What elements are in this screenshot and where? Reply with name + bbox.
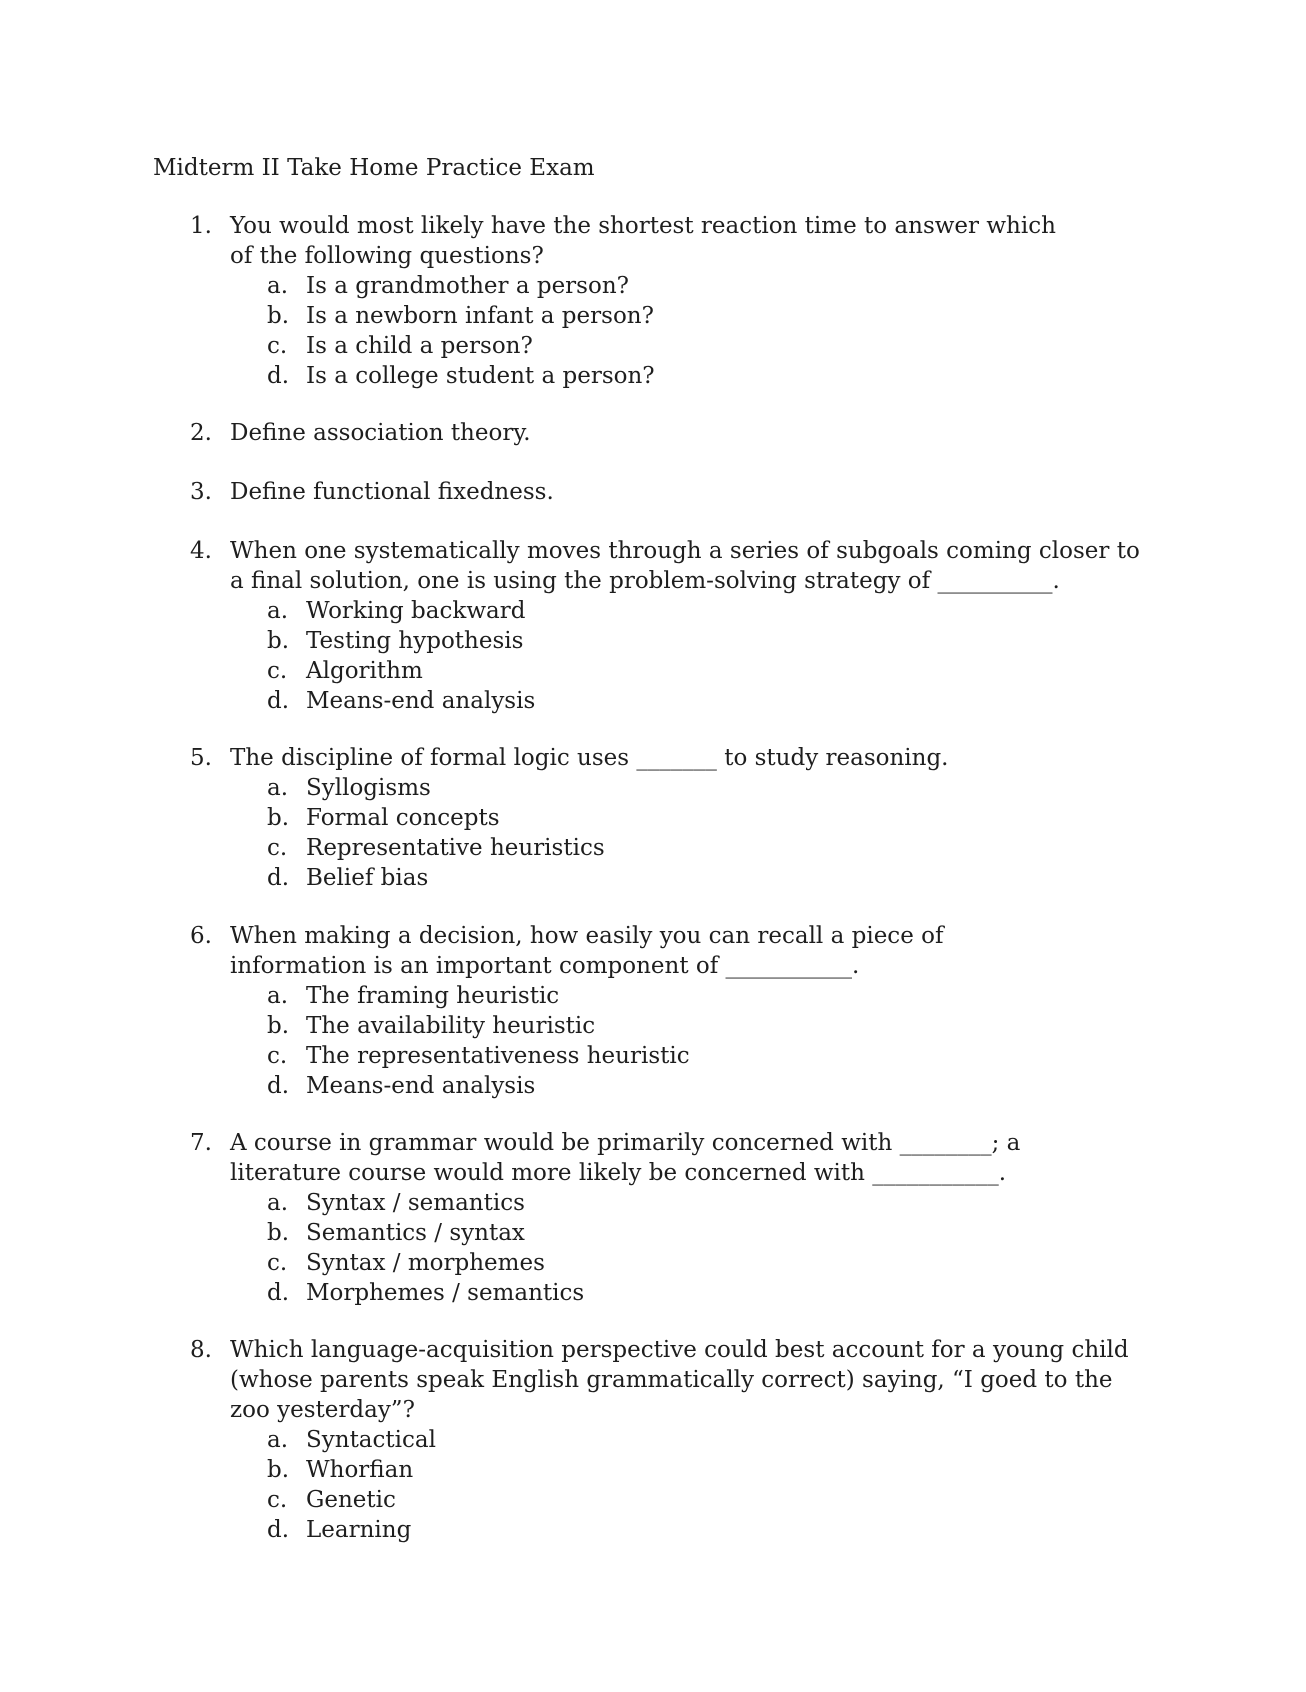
option-text: The representativeness heuristic	[306, 1043, 690, 1069]
answer-options	[190, 773, 1150, 893]
question-4	[190, 536, 1150, 716]
question-number: 5.	[190, 745, 212, 771]
answer-option	[190, 773, 1150, 803]
option-letter: c.	[267, 1043, 288, 1069]
answer-option	[190, 361, 1150, 391]
question-number: 1.	[190, 213, 212, 239]
question-number: 8.	[190, 1337, 212, 1363]
option-text: The framing heuristic	[306, 983, 560, 1009]
answer-option	[190, 686, 1150, 716]
option-text: Belief bias	[306, 865, 429, 891]
answer-option	[190, 1515, 1150, 1545]
option-letter: b.	[267, 303, 290, 329]
question-3	[190, 477, 1150, 507]
option-text: Working backward	[306, 598, 526, 624]
option-letter: a.	[267, 1427, 289, 1453]
question-number: 7.	[190, 1130, 212, 1156]
answer-option	[190, 1188, 1150, 1218]
answer-options	[190, 1425, 1150, 1545]
question-text: A course in grammar would be primarily concerned with ________; a literature course would more likely be concerned with ___________.	[230, 1130, 1028, 1186]
option-text: Syntax / semantics	[306, 1190, 525, 1216]
option-text: Means-end analysis	[306, 688, 536, 714]
option-letter: a.	[267, 983, 289, 1009]
question-number: 2.	[190, 420, 212, 446]
option-text: Learning	[306, 1517, 412, 1543]
question-8	[190, 1335, 1150, 1545]
option-text: Is a child a person?	[306, 333, 533, 359]
answer-option	[190, 331, 1150, 361]
answer-option	[190, 596, 1150, 626]
answer-options	[190, 271, 1150, 391]
question-number: 4.	[190, 538, 212, 564]
answer-option	[190, 1485, 1150, 1515]
question-5	[190, 743, 1150, 893]
option-letter: b.	[267, 628, 290, 654]
question-text: When one systematically moves through a series of subgoals coming closer to a final solution, one is using the problem-solving strategy of __________.	[230, 538, 1148, 594]
question-stem	[190, 477, 1150, 507]
option-letter: d.	[267, 363, 290, 389]
question-text: When making a decision, how easily you can recall a piece of information is an important component of ___________.	[230, 923, 951, 979]
answer-option	[190, 1278, 1150, 1308]
option-text: Syllogisms	[306, 775, 431, 801]
option-text: Testing hypothesis	[306, 628, 524, 654]
question-6	[190, 921, 1150, 1101]
option-letter: d.	[267, 688, 290, 714]
question-stem	[190, 211, 1150, 271]
option-text: Is a grandmother a person?	[306, 273, 629, 299]
option-letter: c.	[267, 835, 288, 861]
question-stem	[190, 418, 1150, 448]
option-letter: b.	[267, 1457, 290, 1483]
option-letter: a.	[267, 775, 289, 801]
option-letter: a.	[267, 598, 289, 624]
answer-options	[190, 1188, 1150, 1308]
option-text: Syntax / morphemes	[306, 1250, 545, 1276]
option-text: Is a newborn infant a person?	[306, 303, 654, 329]
question-2	[190, 418, 1150, 448]
option-text: Is a college student a person?	[306, 363, 655, 389]
option-letter: d.	[267, 1073, 290, 1099]
option-text: Representative heuristics	[306, 835, 605, 861]
answer-option	[190, 833, 1150, 863]
answer-option	[190, 981, 1150, 1011]
option-text: The availability heuristic	[306, 1013, 596, 1039]
answer-option	[190, 301, 1150, 331]
option-letter: b.	[267, 805, 290, 831]
answer-option	[190, 863, 1150, 893]
question-stem	[190, 1335, 1150, 1425]
answer-option	[190, 803, 1150, 833]
option-text: Genetic	[306, 1487, 396, 1513]
option-letter: d.	[267, 1280, 290, 1306]
option-letter: a.	[267, 273, 289, 299]
option-letter: c.	[267, 333, 288, 359]
option-text: Whorfian	[306, 1457, 414, 1483]
answer-option	[190, 656, 1150, 686]
option-letter: c.	[267, 658, 288, 684]
answer-option	[190, 1248, 1150, 1278]
option-letter: c.	[267, 1487, 288, 1513]
option-letter: c.	[267, 1250, 288, 1276]
question-stem	[190, 1128, 1150, 1188]
answer-option	[190, 1041, 1150, 1071]
option-letter: b.	[267, 1220, 290, 1246]
question-number: 6.	[190, 923, 212, 949]
page-title: Midterm II Take Home Practice Exam	[153, 155, 595, 181]
option-letter: d.	[267, 865, 290, 891]
question-stem	[190, 536, 1150, 596]
answer-option	[190, 1071, 1150, 1101]
option-letter: d.	[267, 1517, 290, 1543]
question-text: Define functional fixedness.	[230, 479, 554, 505]
option-letter: b.	[267, 1013, 290, 1039]
answer-option	[190, 626, 1150, 656]
option-text: Formal concepts	[306, 805, 500, 831]
option-text: Syntactical	[306, 1427, 436, 1453]
answer-options	[190, 981, 1150, 1101]
question-1	[190, 211, 1150, 391]
answer-option	[190, 271, 1150, 301]
answer-option	[190, 1425, 1150, 1455]
question-text: You would most likely have the shortest reaction time to answer which of the following questions?	[230, 213, 1064, 269]
question-number: 3.	[190, 479, 212, 505]
question-stem	[190, 743, 1150, 773]
option-text: Means-end analysis	[306, 1073, 536, 1099]
question-text: Define association theory.	[230, 420, 531, 446]
answer-option	[190, 1011, 1150, 1041]
answer-option	[190, 1218, 1150, 1248]
option-text: Semantics / syntax	[306, 1220, 525, 1246]
question-stem	[190, 921, 1150, 981]
answer-options	[190, 596, 1150, 716]
question-text: Which language-acquisition perspective could best account for a young child (whose parents speak English grammatically correct) saying, “I goed to the zoo yesterday”?	[230, 1337, 1136, 1423]
option-letter: a.	[267, 1190, 289, 1216]
option-text: Algorithm	[306, 658, 423, 684]
answer-option	[190, 1455, 1150, 1485]
question-text: The discipline of formal logic uses _______ to study reasoning.	[230, 745, 949, 771]
question-7	[190, 1128, 1150, 1308]
option-text: Morphemes / semantics	[306, 1280, 585, 1306]
